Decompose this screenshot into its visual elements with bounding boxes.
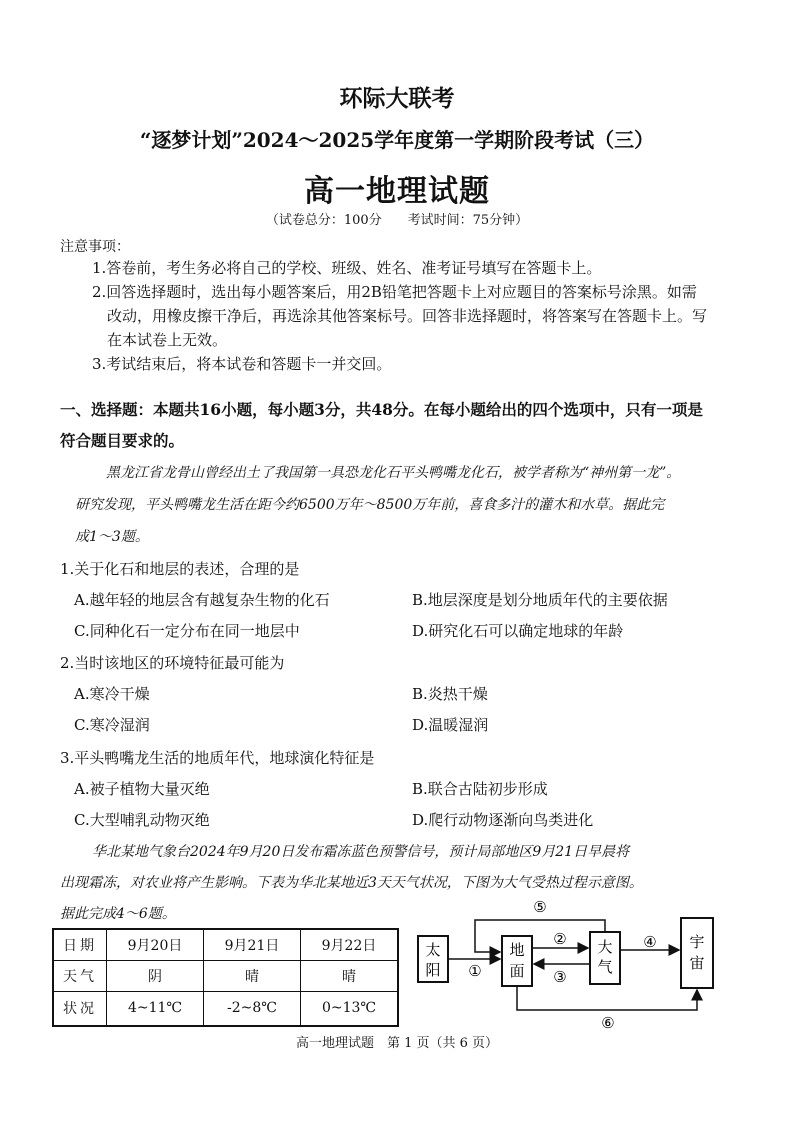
option-d: D.研究化石可以确定地球的年龄 <box>412 622 624 640</box>
table-row <box>53 992 398 1026</box>
table-header-weather: 天气 <box>53 961 107 992</box>
table-cell-condition: 晴 <box>204 961 301 992</box>
arrow-label-1: ① <box>468 962 482 980</box>
section-heading: 一、选择题：本题共16小题，每小题3分，共48分。在每小题给出的四个选项中，只有一项是 <box>60 400 703 419</box>
question-stem: 1.关于化石和地层的表述，合理的是 <box>60 560 300 578</box>
passage-line: 据此完成4～6题。 <box>60 906 176 922</box>
page-footer: 高一地理试题 第 1 页（共 6 页） <box>295 1036 499 1051</box>
atmosphere-heating-diagram <box>400 892 730 1032</box>
option-c: C.寒冷湿润 <box>74 716 150 734</box>
table-cell-temp: 4~11℃ <box>107 992 204 1026</box>
notice-line: 在本试卷上无效。 <box>107 331 228 349</box>
arrow-label-3: ③ <box>553 968 567 986</box>
notice-line: 1.答卷前，考生务必将自己的学校、班级、姓名、准考证号填写在答题卡上。 <box>92 259 602 277</box>
table-row <box>53 929 398 961</box>
table-header-date: 日期 <box>53 929 107 961</box>
exam-title: “逐梦计划”2024～2025学年度第一学期阶段考试（三） <box>139 128 655 152</box>
question-stem: 2.当时该地区的环境特征最可能为 <box>60 654 285 672</box>
option-a: A.被子植物大量灭绝 <box>74 780 210 798</box>
arrow-5 <box>475 920 605 952</box>
arrow-label-2: ② <box>553 930 567 948</box>
ground-label: 面 <box>509 962 525 980</box>
table-cell-date: 9月21日 <box>204 929 301 961</box>
ground-label: 地 <box>509 941 525 959</box>
sun-label: 阳 <box>425 961 441 979</box>
arrow-label-6: ⑥ <box>601 1014 615 1032</box>
arrow-6 <box>517 986 697 1010</box>
sun-label: 太 <box>425 941 441 959</box>
section-heading-cont: 符合题目要求的。 <box>60 431 185 450</box>
option-a: A.寒冷干燥 <box>74 685 150 703</box>
atmosphere-label: 气 <box>597 958 613 976</box>
notice-line: 3.考试结束后，将本试卷和答题卡一并交回。 <box>92 355 392 373</box>
option-c: C.同种化石一定分布在同一地层中 <box>74 622 300 640</box>
notice-title: 注意事项： <box>60 239 130 255</box>
notice-line: 改动，用橡皮擦干净后，再选涂其他答案标号。回答非选择题时，将答案写在答题卡上。写 <box>107 307 708 325</box>
table-cell-date: 9月20日 <box>107 929 204 961</box>
option-b: B.炎热干燥 <box>412 685 488 703</box>
subject-title: 高一地理试题 <box>304 174 490 209</box>
table-row <box>53 961 398 992</box>
passage-line: 研究发现，平头鸭嘴龙生活在距今约6500万年～8500万年前，喜食多汁的灌木和水草。据此完 <box>75 497 665 513</box>
table-cell-temp: 0~13℃ <box>301 992 399 1026</box>
option-b: B.联合古陆初步形成 <box>412 780 548 798</box>
table-cell-temp: -2~8℃ <box>204 992 301 1026</box>
passage-line: 黑龙江省龙骨山曾经出土了我国第一具恐龙化石平头鸭嘴龙化石，被学者称为“神州第一龙”。 <box>106 465 681 481</box>
question-stem: 3.平头鸭嘴龙生活的地质年代，地球演化特征是 <box>60 749 375 767</box>
exam-meta: （试卷总分：100分 考试时间：75分钟） <box>265 213 529 228</box>
option-d: D.温暖湿润 <box>412 716 489 734</box>
exam-org: 环际大联考 <box>339 85 455 112</box>
table-header-status: 状况 <box>53 992 107 1026</box>
space-label: 宙 <box>689 954 705 972</box>
notice-line: 2.回答选择题时，选出每小题答案后，用2B铅笔把答题卡上对应题目的答案标号涂黑。如需 <box>92 283 697 301</box>
space-box <box>681 918 713 988</box>
passage-line: 出现霜冻，对农业将产生影响。下表为华北某地近3天天气状况，下图为大气受热过程示意图。 <box>60 875 643 891</box>
passage-line: 成1～3题。 <box>75 529 149 545</box>
option-d: D.爬行动物逐渐向鸟类进化 <box>412 811 594 829</box>
space-label: 宇 <box>689 933 705 951</box>
weather-table <box>52 928 399 1027</box>
passage-line: 华北某地气象台2024年9月20日发布霜冻蓝色预警信号，预计局部地区9月21日早晨将 <box>92 844 630 860</box>
table-cell-condition: 晴 <box>301 961 399 992</box>
table-cell-condition: 阴 <box>107 961 204 992</box>
atmosphere-label: 大 <box>597 938 613 956</box>
table-cell-date: 9月22日 <box>301 929 399 961</box>
arrow-label-4: ④ <box>643 933 657 951</box>
option-c: C.大型哺乳动物灭绝 <box>74 811 210 829</box>
option-a: A.越年轻的地层含有越复杂生物的化石 <box>74 591 330 609</box>
option-b: B.地层深度是划分地质年代的主要依据 <box>412 591 668 609</box>
arrow-label-5: ⑤ <box>533 898 547 916</box>
